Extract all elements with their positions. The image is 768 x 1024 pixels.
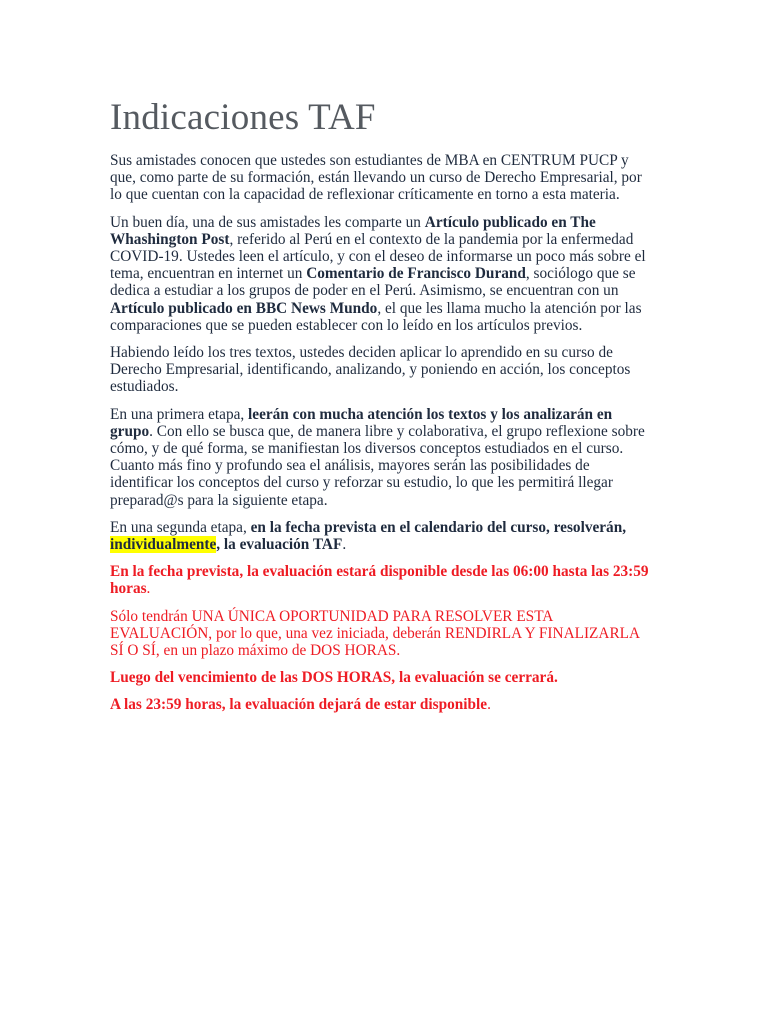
warning-text: En la fecha prevista, la evaluación estará disponible desde las 06:00 hasta las 23:59 horas [110, 563, 649, 598]
text-segment: . [342, 536, 347, 554]
text-segment: En una segunda etapa, [110, 518, 251, 536]
text-segment: . [146, 580, 151, 598]
paragraph-intro: Sus amistades conocen que ustedes son estudiantes de MBA en CENTRUM PUCP y que, como parte de su formación, están llevando un curso de Derecho Empresarial, por lo que cuentan con la capacidad de reflexionar críticamente en torno a esta materia. [110, 152, 642, 204]
text-segment: . [396, 642, 401, 660]
paragraph-apply: Habiendo leído los tres textos, ustedes deciden aplicar lo aprendido en su curso de Derecho Empresarial, identificando, analizando, y poniendo en acción, los conceptos estudiados. [110, 344, 631, 396]
warning-text: Luego del vencimiento de las DOS HORAS, la evaluación se cerrará. [110, 669, 558, 687]
paragraph-second-stage [110, 519, 655, 553]
text-segment: . Con ello se busca que, de manera libre y colaborativa, el grupo reflexione sobre cómo, y de qué forma, se manifiestan los diversos conceptos estudiados en el curso. Cuanto más fino y profundo sea el análisis, mayores serán las posibilidades de identificar los conceptos del curso y reforzar su estudio, lo que les permitirá llegar preparad@s para la siguiente etapa. [110, 422, 645, 509]
warning-availability [110, 563, 655, 597]
text-segment: Un buen día, una de sus amistades les comparte un [110, 213, 425, 231]
warning-close [110, 669, 655, 686]
text-segment: , referido al Perú en el contexto de la pandemia por la enfermedad COVID-19. Ustedes leen el artículo, y con el deseo de informarse un poco más sobre el tema, encuentran en internet un [110, 230, 646, 283]
paragraph-first-stage [110, 406, 655, 509]
bold-francisco-durand: Comentario de Francisco Durand [306, 265, 526, 283]
bold-washington-post: Artículo publicado en The Whashington Post [110, 213, 596, 248]
page-title: Indicaciones TAF [110, 97, 376, 138]
paragraph-articles [110, 214, 655, 334]
bold-bbc-news: Artículo publicado en BBC News Mundo [110, 299, 378, 317]
document-page [110, 96, 655, 724]
warning-unavailable [110, 696, 655, 713]
text-segment: Sólo tendrán [110, 607, 192, 625]
warning-text: A las 23:59 horas, la evaluación dejará de estar disponible [110, 696, 488, 714]
highlight-individualmente: individualmente [110, 536, 217, 554]
bold-resolve: , resolverán, [546, 518, 627, 536]
warning-text: UNA ÚNICA OPORTUNIDAD PARA RESOLVER ESTA EVALUACIÓN, por lo que, una vez iniciada, deberán RENDIRLA Y FINALIZARLA SÍ O SÍ, en un plazo máximo de DOS HORAS [110, 607, 640, 660]
text-segment: , el que les llama mucho la atención por las comparaciones que se pueden establecer con lo leído en los artículos previos. [110, 299, 642, 334]
text-segment: , sociólogo que se dedica a estudiar a los grupos de poder en el Perú. Asimismo, se encuentran con un [110, 265, 636, 300]
bold-calendar: en la fecha prevista en el calendario del curso [250, 518, 547, 536]
text-segment: . [487, 696, 491, 714]
text-segment: En una primera etapa, [110, 405, 249, 423]
bold-first-stage: leerán con mucha atención los textos y los analizarán en grupo [110, 405, 613, 440]
warning-single-attempt [110, 608, 655, 660]
bold-evaluation: , la evaluación TAF [216, 536, 343, 554]
